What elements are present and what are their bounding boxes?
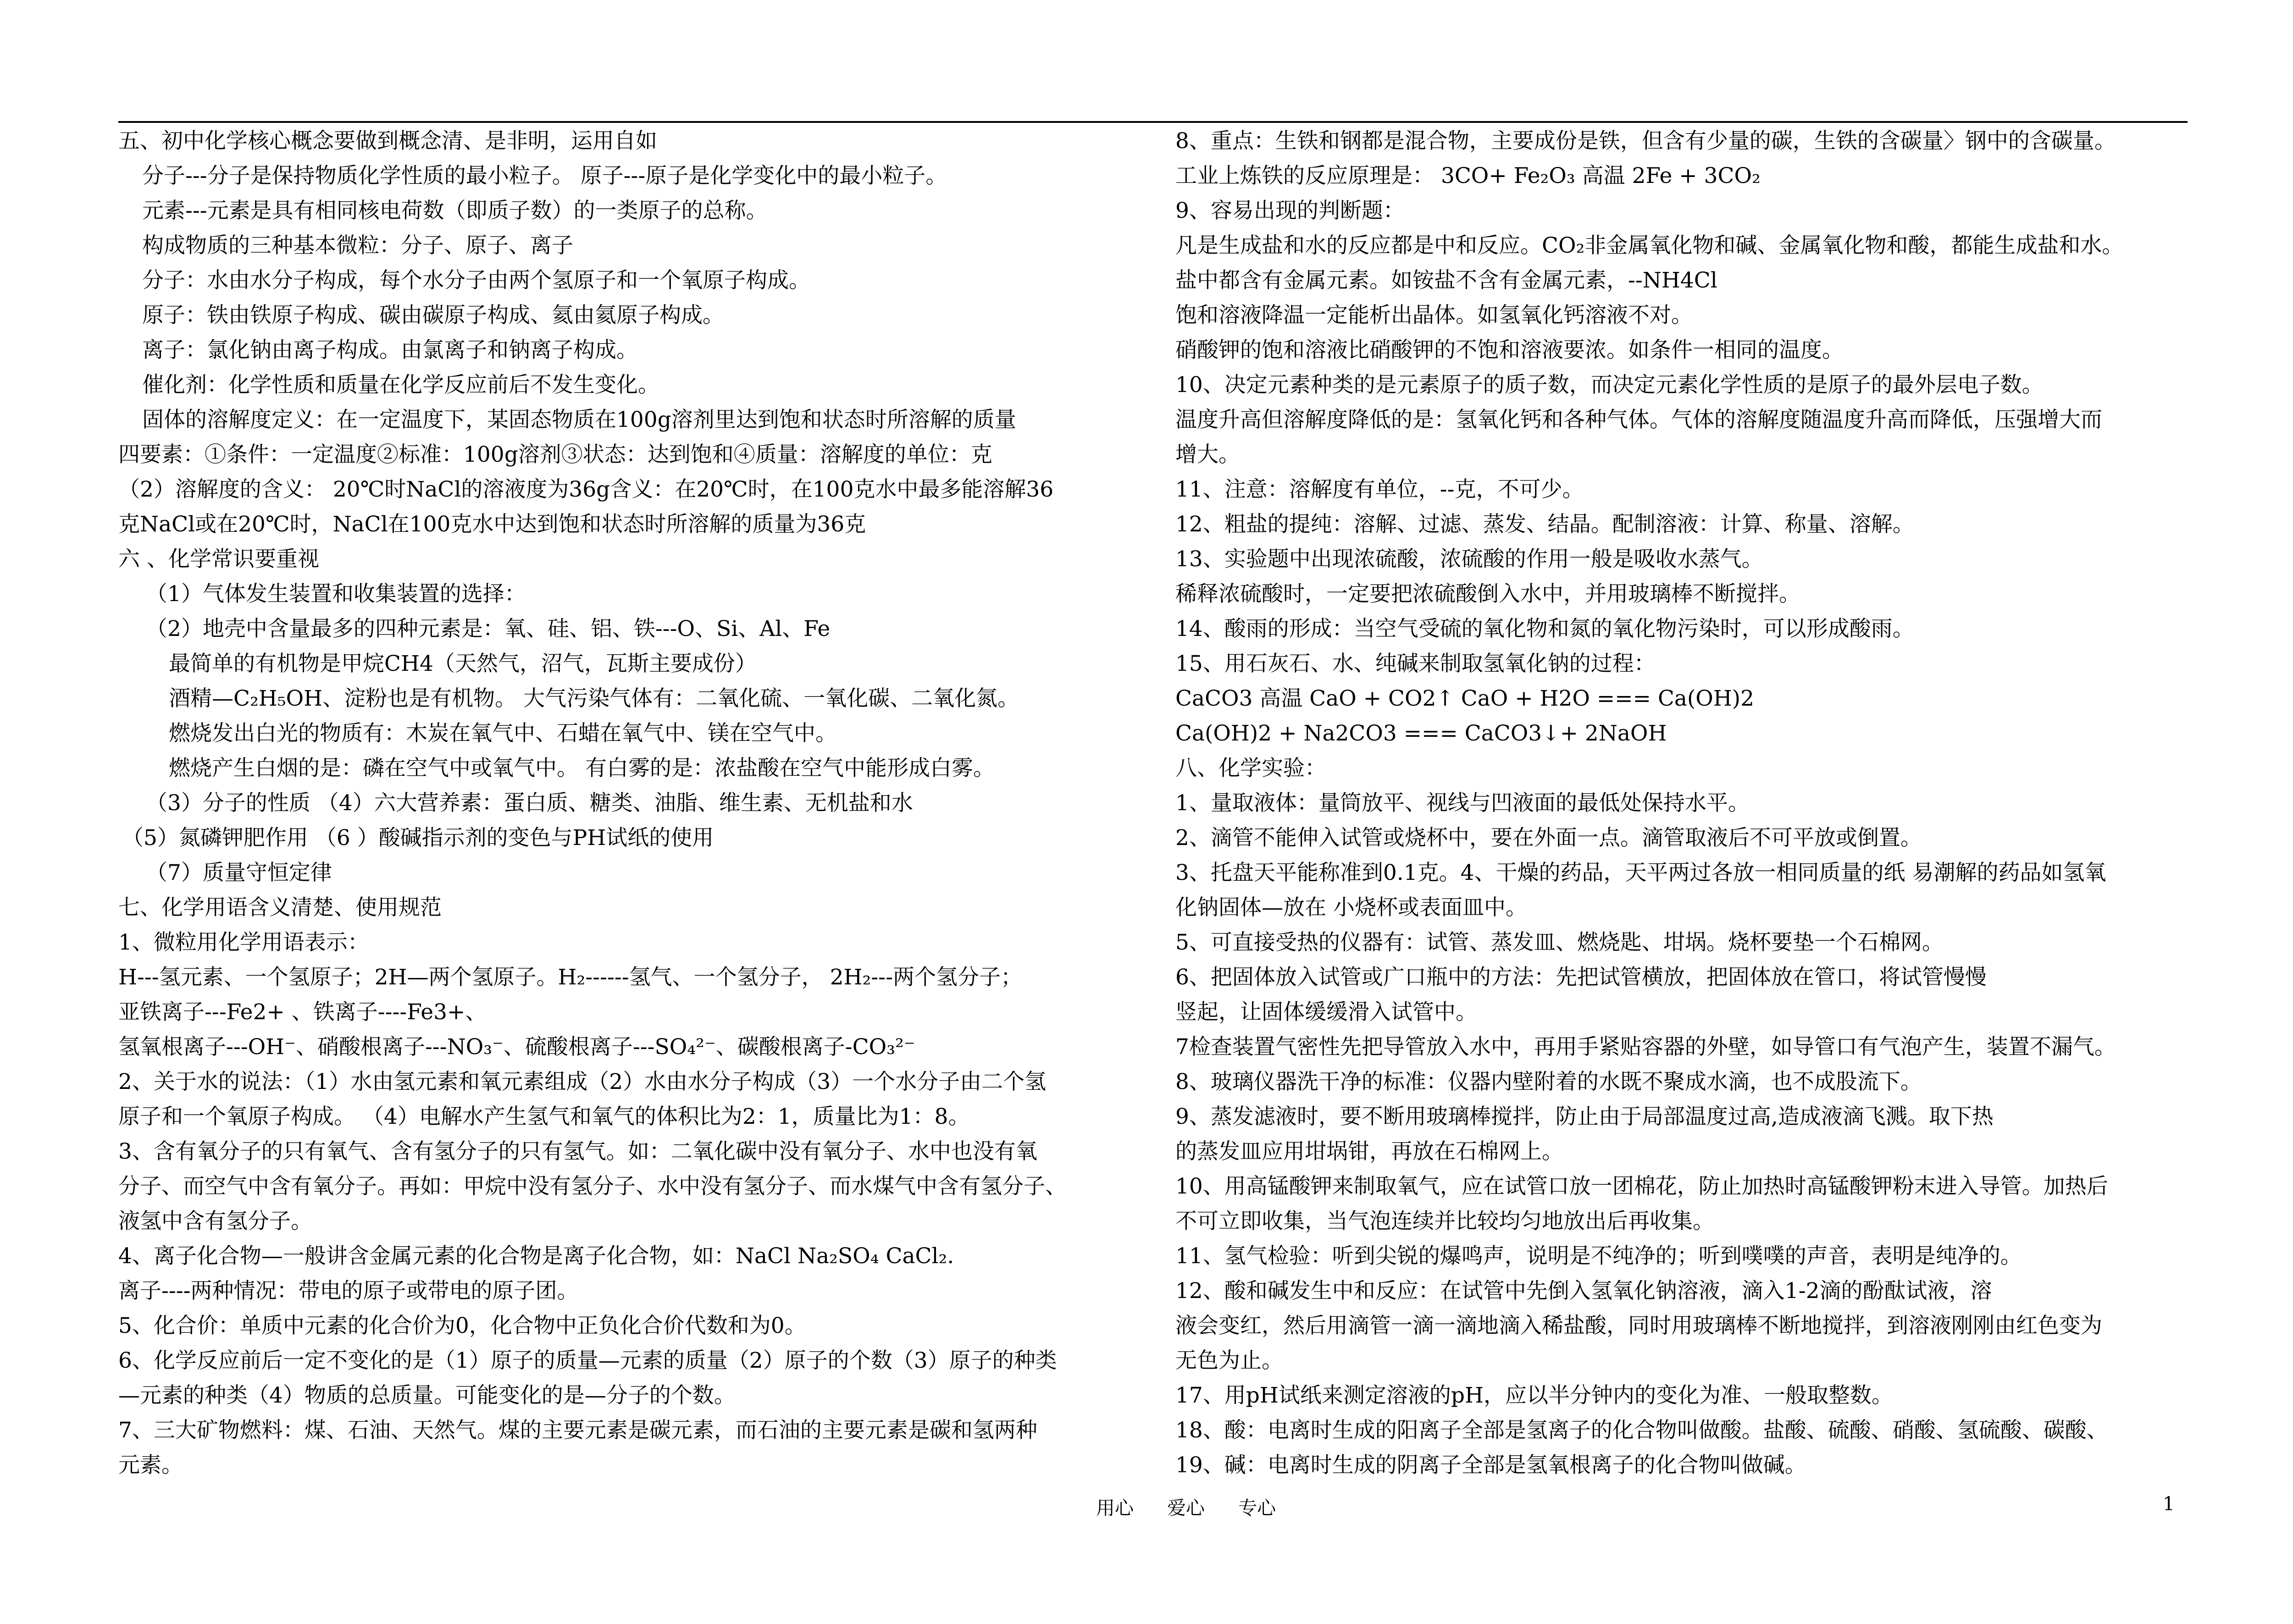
text-line: 12、酸和碱发生中和反应：在试管中先倒入氢氧化钠溶液，滴入1-2滴的酚酞试液，溶 [1175,1278,1992,1304]
text-line: 离子：氯化钠由离子构成。由氯离子和钠离子构成。 [142,337,638,363]
text-line: 2、关于水的说法：（1）水由氢元素和氧元素组成（2）水由水分子构成（3）一个水分子由二个氢 [118,1069,1047,1094]
text-line: CaCO3 高温 CaO + CO2↑ CaO + H2O === Ca(OH)2 [1175,686,1755,711]
text-line: （5）氮磷钾肥作用 （6 ）酸碱指示剂的变色与PH试纸的使用 [122,825,714,851]
text-line: 7、三大矿物燃料：煤、石油、天然气。煤的主要元素是碳元素，而石油的主要元素是碳和氢两种 [118,1418,1037,1443]
text-line: 饱和溶液降温一定能析出晶体。如氢氧化钙溶液不对。 [1175,303,1693,328]
left-column [118,124,1155,1483]
text-line: 离子----两种情况：带电的原子或带电的原子团。 [118,1278,579,1304]
text-line: 4、离子化合物—一般讲含金属元素的化合物是离子化合物，如：NaCl Na₂SO₄ CaCl₂. [118,1243,954,1269]
text-line: 七、化学用语含义清楚、使用规范 [118,895,442,920]
text-line: 10、用高锰酸钾来制取氧气，应在试管口放一团棉花，防止加热时高锰酸钾粉末进入导管。加热后 [1175,1174,2108,1199]
text-line: 9、蒸发滤液时，要不断用玻璃棒搅拌，防止由于局部温度过高,造成液滴飞溅。取下热 [1175,1104,1994,1129]
text-line: 液会变红，然后用滴管一滴一滴地滴入稀盐酸，同时用玻璃棒不断地搅拌，到溶液刚刚由红色变为 [1175,1313,2102,1338]
text-line: 催化剂：化学性质和质量在化学反应前后不发生变化。 [142,372,659,398]
text-line: 增大。 [1175,442,1240,467]
header-rule [118,121,2188,123]
text-line: 1、量取液体：量筒放平、视线与凹液面的最低处保持水平。 [1175,790,1750,816]
text-line: 盐中都含有金属元素。如铵盐不含有金属元素，--NH4Cl [1175,268,1717,293]
text-line: 克NaCl或在20℃时，NaCl在100克水中达到饱和状态时所溶解的质量为36克 [118,512,866,537]
text-line: 液氢中含有氢分子。 [118,1209,312,1234]
text-line: 6、把固体放入试管或广口瓶中的方法：先把试管横放，把固体放在管口，将试管慢慢 [1175,965,1987,990]
text-line: 的蒸发皿应用坩埚钳，再放在石棉网上。 [1175,1139,1563,1164]
text-line: 14、酸雨的形成：当空气受硫的氧化物和氮的氧化物污染时，可以形成酸雨。 [1175,616,1914,641]
text-line: 13、实验题中出现浓硫酸，浓硫酸的作用一般是吸收水蒸气。 [1175,547,1763,572]
text-line: 8、重点：生铁和钢都是混合物，主要成份是铁，但含有少量的碳，生铁的含碳量〉钢中的含碳量。 [1175,128,2116,154]
right-column [1175,124,2203,1483]
text-line: （7）质量守恒定律 [146,860,332,885]
text-line: 分子、而空气中含有氧分子。再如：甲烷中没有氢分子、水中没有氢分子、而水煤气中含有氢分子、 [118,1174,1067,1199]
text-line: 六 、化学常识要重视 [118,547,319,572]
text-line: 9、容易出现的判断题： [1175,198,1405,223]
text-line: 五、初中化学核心概念要做到概念清、是非明，运用自如 [118,128,657,154]
text-line: 10、决定元素种类的是元素原子的质子数，而决定元素化学性质的是原子的最外层电子数。 [1175,372,2044,398]
text-line: 6、化学反应前后一定不变化的是（1）原子的质量—元素的质量（2）原子的个数（3）原子的种类 [118,1348,1057,1373]
text-line: 硝酸钾的饱和溶液比硝酸钾的不饱和溶液要浓。如条件一相同的温度。 [1175,337,1844,363]
text-line: 凡是生成盐和水的反应都是中和反应。CO₂非金属氧化物和碱、金属氧化物和酸，都能生成盐和水。 [1175,233,2124,258]
text-line: 原子和一个氧原子构成。 （4）电解水产生氢气和氧气的体积比为2：1，质量比为1：8。 [118,1104,970,1129]
text-line: 无色为止。 [1175,1348,1283,1373]
text-line: Ca(OH)2 + Na2CO3 === CaCO3↓+ 2NaOH [1175,721,1667,746]
text-line: 温度升高但溶解度降低的是：氢氧化钙和各种气体。气体的溶解度随温度升高而降低，压强增大而 [1175,407,2102,432]
text-line: （2）溶解度的含义： 20℃时NaCl的溶液度为36g含义：在20℃时，在100克水中最多能溶解36 [118,477,1054,502]
text-line: 11、注意：溶解度有单位，--克，不可少。 [1175,477,1584,502]
text-line: 17、用pH试纸来测定溶液的pH，应以半分钟内的变化为准、一般取整数。 [1175,1383,1893,1408]
text-line: 竖起，让固体缓缓滑入试管中。 [1175,1000,1477,1025]
text-line: 稀释浓硫酸时，一定要把浓硫酸倒入水中，并用玻璃棒不断搅拌。 [1175,581,1800,607]
text-line: 3、含有氧分子的只有氧气、含有氢分子的只有氢气。如：二氧化碳中没有氧分子、水中也没有氧 [118,1139,1037,1164]
text-line: 亚铁离子---Fe2+ 、铁离子----Fe3+、 [118,1000,487,1025]
text-line: （3）分子的性质 （4）六大营养素：蛋白质、糖类、油脂、维生素、无机盐和水 [146,790,913,816]
text-line: H---氢元素、一个氢原子；2H—两个氢原子。H₂------氢气、一个氢分子， 2H₂---两个氢分子； [118,965,1022,990]
text-line: 化钠固体—放在 小烧杯或表面皿中。 [1175,895,1527,920]
text-line: 四要素：①条件：一定温度②标准：100g溶剂③状态：达到饱和④质量：溶解度的单位：克 [118,442,992,467]
text-line: 分子：水由水分子构成，每个水分子由两个氢原子和一个氧原子构成。 [142,268,810,293]
text-line: 工业上炼铁的反应原理是： 3CO+ Fe₂O₃ 高温 2Fe + 3CO₂ [1175,163,1761,188]
text-line: 原子：铁由铁原子构成、碳由碳原子构成、氦由氦原子构成。 [142,303,724,328]
text-line: 不可立即收集，当气泡连续并比较均匀地放出后再收集。 [1175,1209,1714,1234]
text-line: 12、粗盐的提纯：溶解、过滤、蒸发、结晶。配制溶液：计算、称量、溶解。 [1175,512,1914,537]
text-line: （1）气体发生装置和收集装置的选择： [146,581,526,607]
text-line: 构成物质的三种基本微粒：分子、原子、离子 [142,233,573,258]
text-line: 15、用石灰石、水、纯碱来制取氢氧化钠的过程： [1175,651,1656,676]
page-footer [0,1493,2293,1520]
text-line: 18、酸：电离时生成的阳离子全部是氢离子的化合物叫做酸。盐酸、硫酸、硝酸、氢硫酸、碳酸、 [1175,1418,2108,1443]
text-line: 1、微粒用化学用语表示： [118,930,369,955]
text-line: 燃烧发出白光的物质有：木炭在氧气中、石蜡在氧气中、镁在空气中。 [169,721,837,746]
text-line: 最简单的有机物是甲烷CH4（天然气，沼气，瓦斯主要成份） [169,651,757,676]
footer-motto: 用心 爱心 专心 [1096,1497,1276,1519]
text-line: 元素---元素是具有相同核电荷数（即质子数）的一类原子的总称。 [142,198,768,223]
text-line: （2）地壳中含量最多的四种元素是：氧、硅、铝、铁---O、Si、Al、Fe [146,616,831,641]
page-number: 1 [2163,1493,2175,1515]
text-line: 元素。 [118,1453,183,1478]
text-line: 5、化合价：单质中元素的化合价为0，化合物中正负化合价代数和为0。 [118,1313,806,1338]
text-line: 燃烧产生白烟的是：磷在空气中或氧气中。 有白雾的是：浓盐酸在空气中能形成白雾。 [169,756,995,781]
text-line: 八、化学实验： [1175,756,1326,781]
text-line: 氢氧根离子---OH⁻、硝酸根离子---NO₃⁻、硫酸根离子---SO₄²⁻、碳酸根离子-CO₃²⁻ [118,1034,915,1060]
text-line: —元素的种类（4）物质的总质量。可能变化的是—分子的个数。 [118,1383,736,1408]
text-line: 3、托盘天平能称准到0.1克。4、干燥的药品，天平两过各放一相同质量的纸 易潮解的药品如氢氧 [1175,860,2106,885]
text-line: 分子---分子是保持物质化学性质的最小粒子。 原子---原子是化学变化中的最小粒子。 [142,163,947,188]
text-line: 7检查装置气密性先把导管放入水中，再用手紧贴容器的外壁，如导管口有气泡产生，装置不漏气。 [1175,1034,2116,1060]
text-line: 2、滴管不能伸入试管或烧杯中，要在外面一点。滴管取液后不可平放或倒置。 [1175,825,1922,851]
text-line: 固体的溶解度定义：在一定温度下，某固态物质在100g溶剂里达到饱和状态时所溶解的质量 [142,407,1016,432]
text-line: 酒精—C₂H₅OH、淀粉也是有机物。 大气污染气体有：二氧化硫、一氧化碳、二氧化氮。 [169,686,1019,711]
text-line: 8、玻璃仪器洗干净的标准：仪器内壁附着的水既不聚成水滴，也不成股流下。 [1175,1069,1922,1094]
text-line: 19、碱：电离时生成的阴离子全部是氢氧根离子的化合物叫做碱。 [1175,1453,1806,1478]
text-line: 5、可直接受热的仪器有：试管、蒸发皿、燃烧匙、坩埚。烧杯要垫一个石棉网。 [1175,930,1944,955]
text-line: 11、氢气检验：听到尖锐的爆鸣声，说明是不纯净的；听到噗噗的声音，表明是纯净的。 [1175,1243,2022,1269]
